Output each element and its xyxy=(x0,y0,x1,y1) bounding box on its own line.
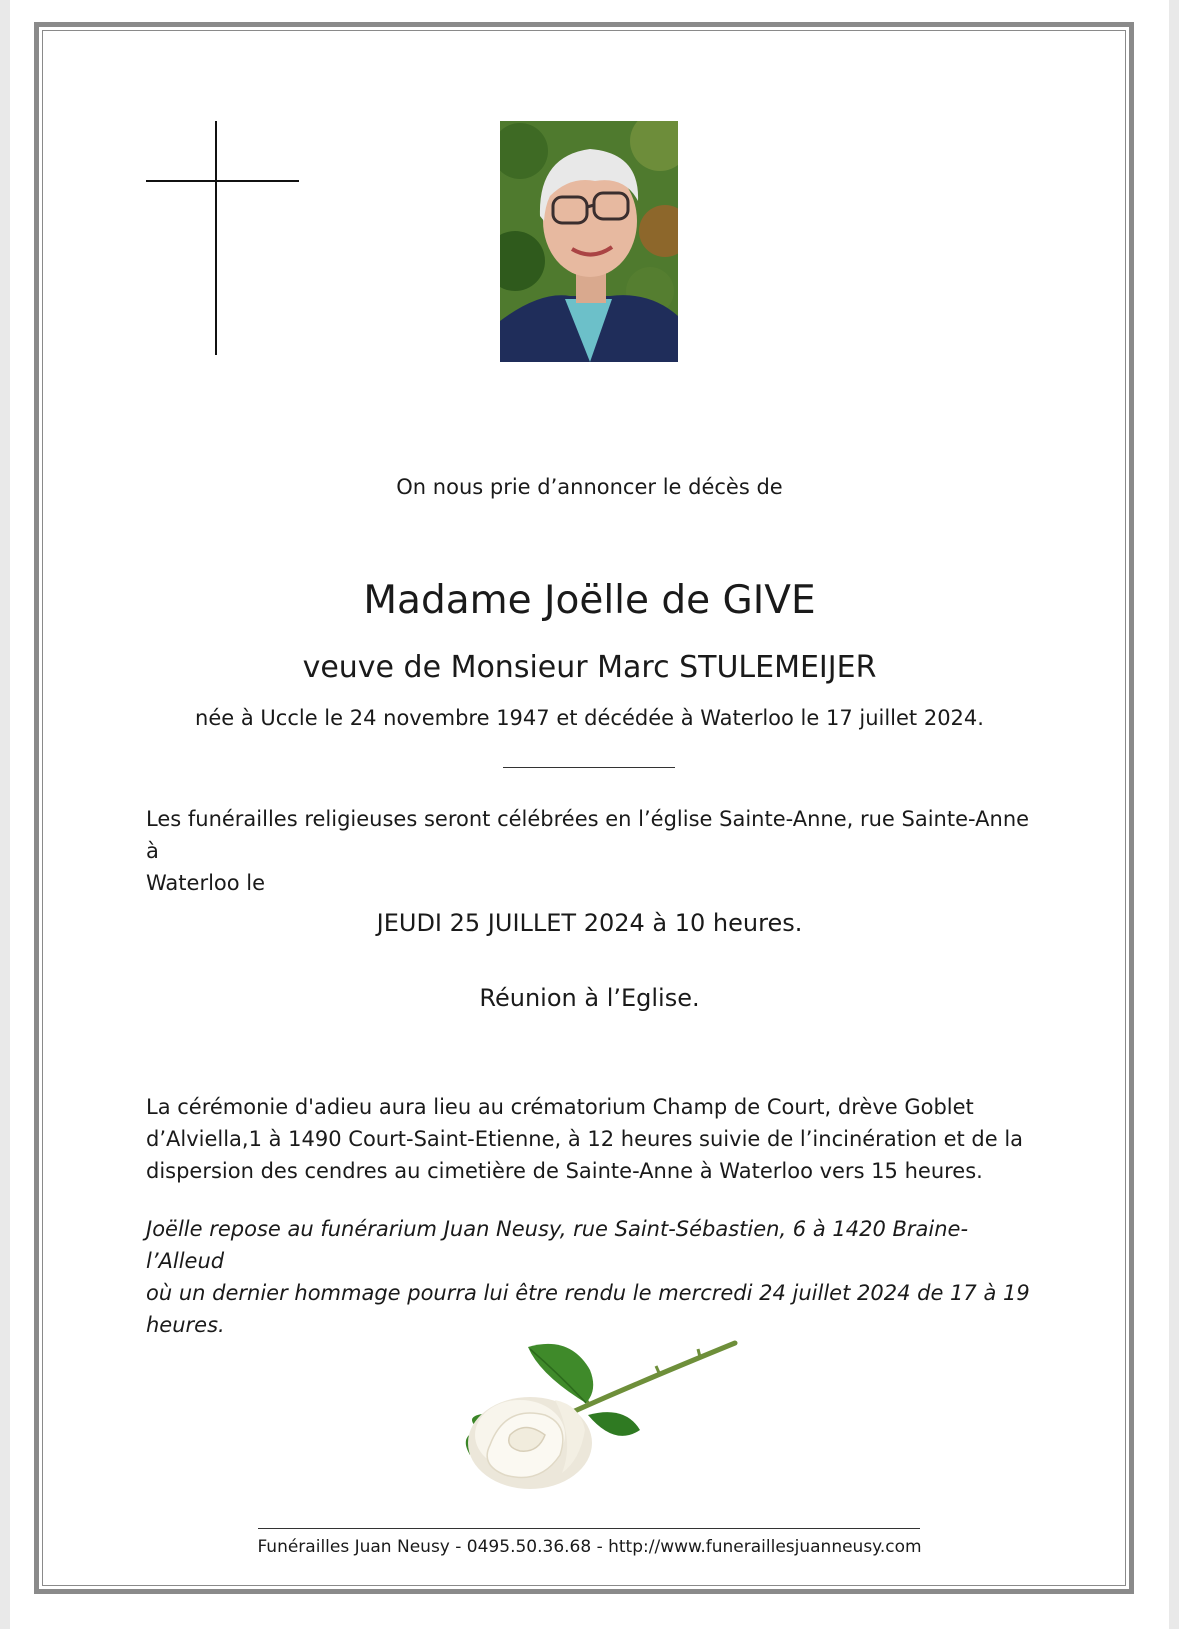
intro-text: On nous prie d’annoncer le décès de xyxy=(396,475,783,499)
funeral-announcement xyxy=(146,803,1046,899)
widow-of-text: veuve de Monsieur Marc STULEMEIJER xyxy=(302,650,877,685)
footer-divider xyxy=(258,1528,920,1529)
portrait-photo xyxy=(500,121,678,362)
viewing-line-1: Joëlle repose au funérarium Juan Neusy, rue Saint-Sébastien, 6 à 1420 Braine-l’Alleud xyxy=(146,1217,969,1273)
white-rose-image xyxy=(450,1335,740,1495)
ceremony-line-2: d’Alviella,1 à 1490 Court-Saint-Etienne, à 12 heures suivie de l’incinération et de la xyxy=(146,1127,1024,1151)
viewing-line-2: où un dernier hommage pourra lui être rendu le mercredi 24 juillet 2024 de 17 à 19 xyxy=(146,1281,1030,1305)
ceremony-line-1: La cérémonie d'adieu aura lieu au crématorium Champ de Court, drève Goblet xyxy=(146,1095,974,1119)
deceased-name: Madame Joëlle de GIVE xyxy=(363,578,816,623)
funeral-line-2: Waterloo le xyxy=(146,871,266,895)
viewing-line-3: heures. xyxy=(146,1313,225,1337)
ceremony-paragraph xyxy=(146,1091,1046,1187)
cross-vertical-bar xyxy=(215,121,217,355)
funeral-line-1: Les funérailles religieuses seront célébrées en l’église Sainte-Anne, rue Sainte-Anne à xyxy=(146,807,1030,863)
ceremony-line-3: dispersion des cendres au cimetière de Sainte-Anne à Waterloo vers 15 heures. xyxy=(146,1159,983,1183)
funeral-datetime: JEUDI 25 JUILLET 2024 à 10 heures. xyxy=(376,909,803,937)
footer-text: Funérailles Juan Neusy - 0495.50.36.68 - http://www.funeraillesjuanneusy.com xyxy=(257,1537,922,1557)
cross-horizontal-bar xyxy=(146,180,299,182)
short-divider xyxy=(503,767,675,768)
meeting-text: Réunion à l’Eglise. xyxy=(479,984,700,1012)
birth-death-text: née à Uccle le 24 novembre 1947 et décédée à Waterloo le 17 juillet 2024. xyxy=(195,706,984,730)
viewing-paragraph xyxy=(146,1213,1046,1341)
